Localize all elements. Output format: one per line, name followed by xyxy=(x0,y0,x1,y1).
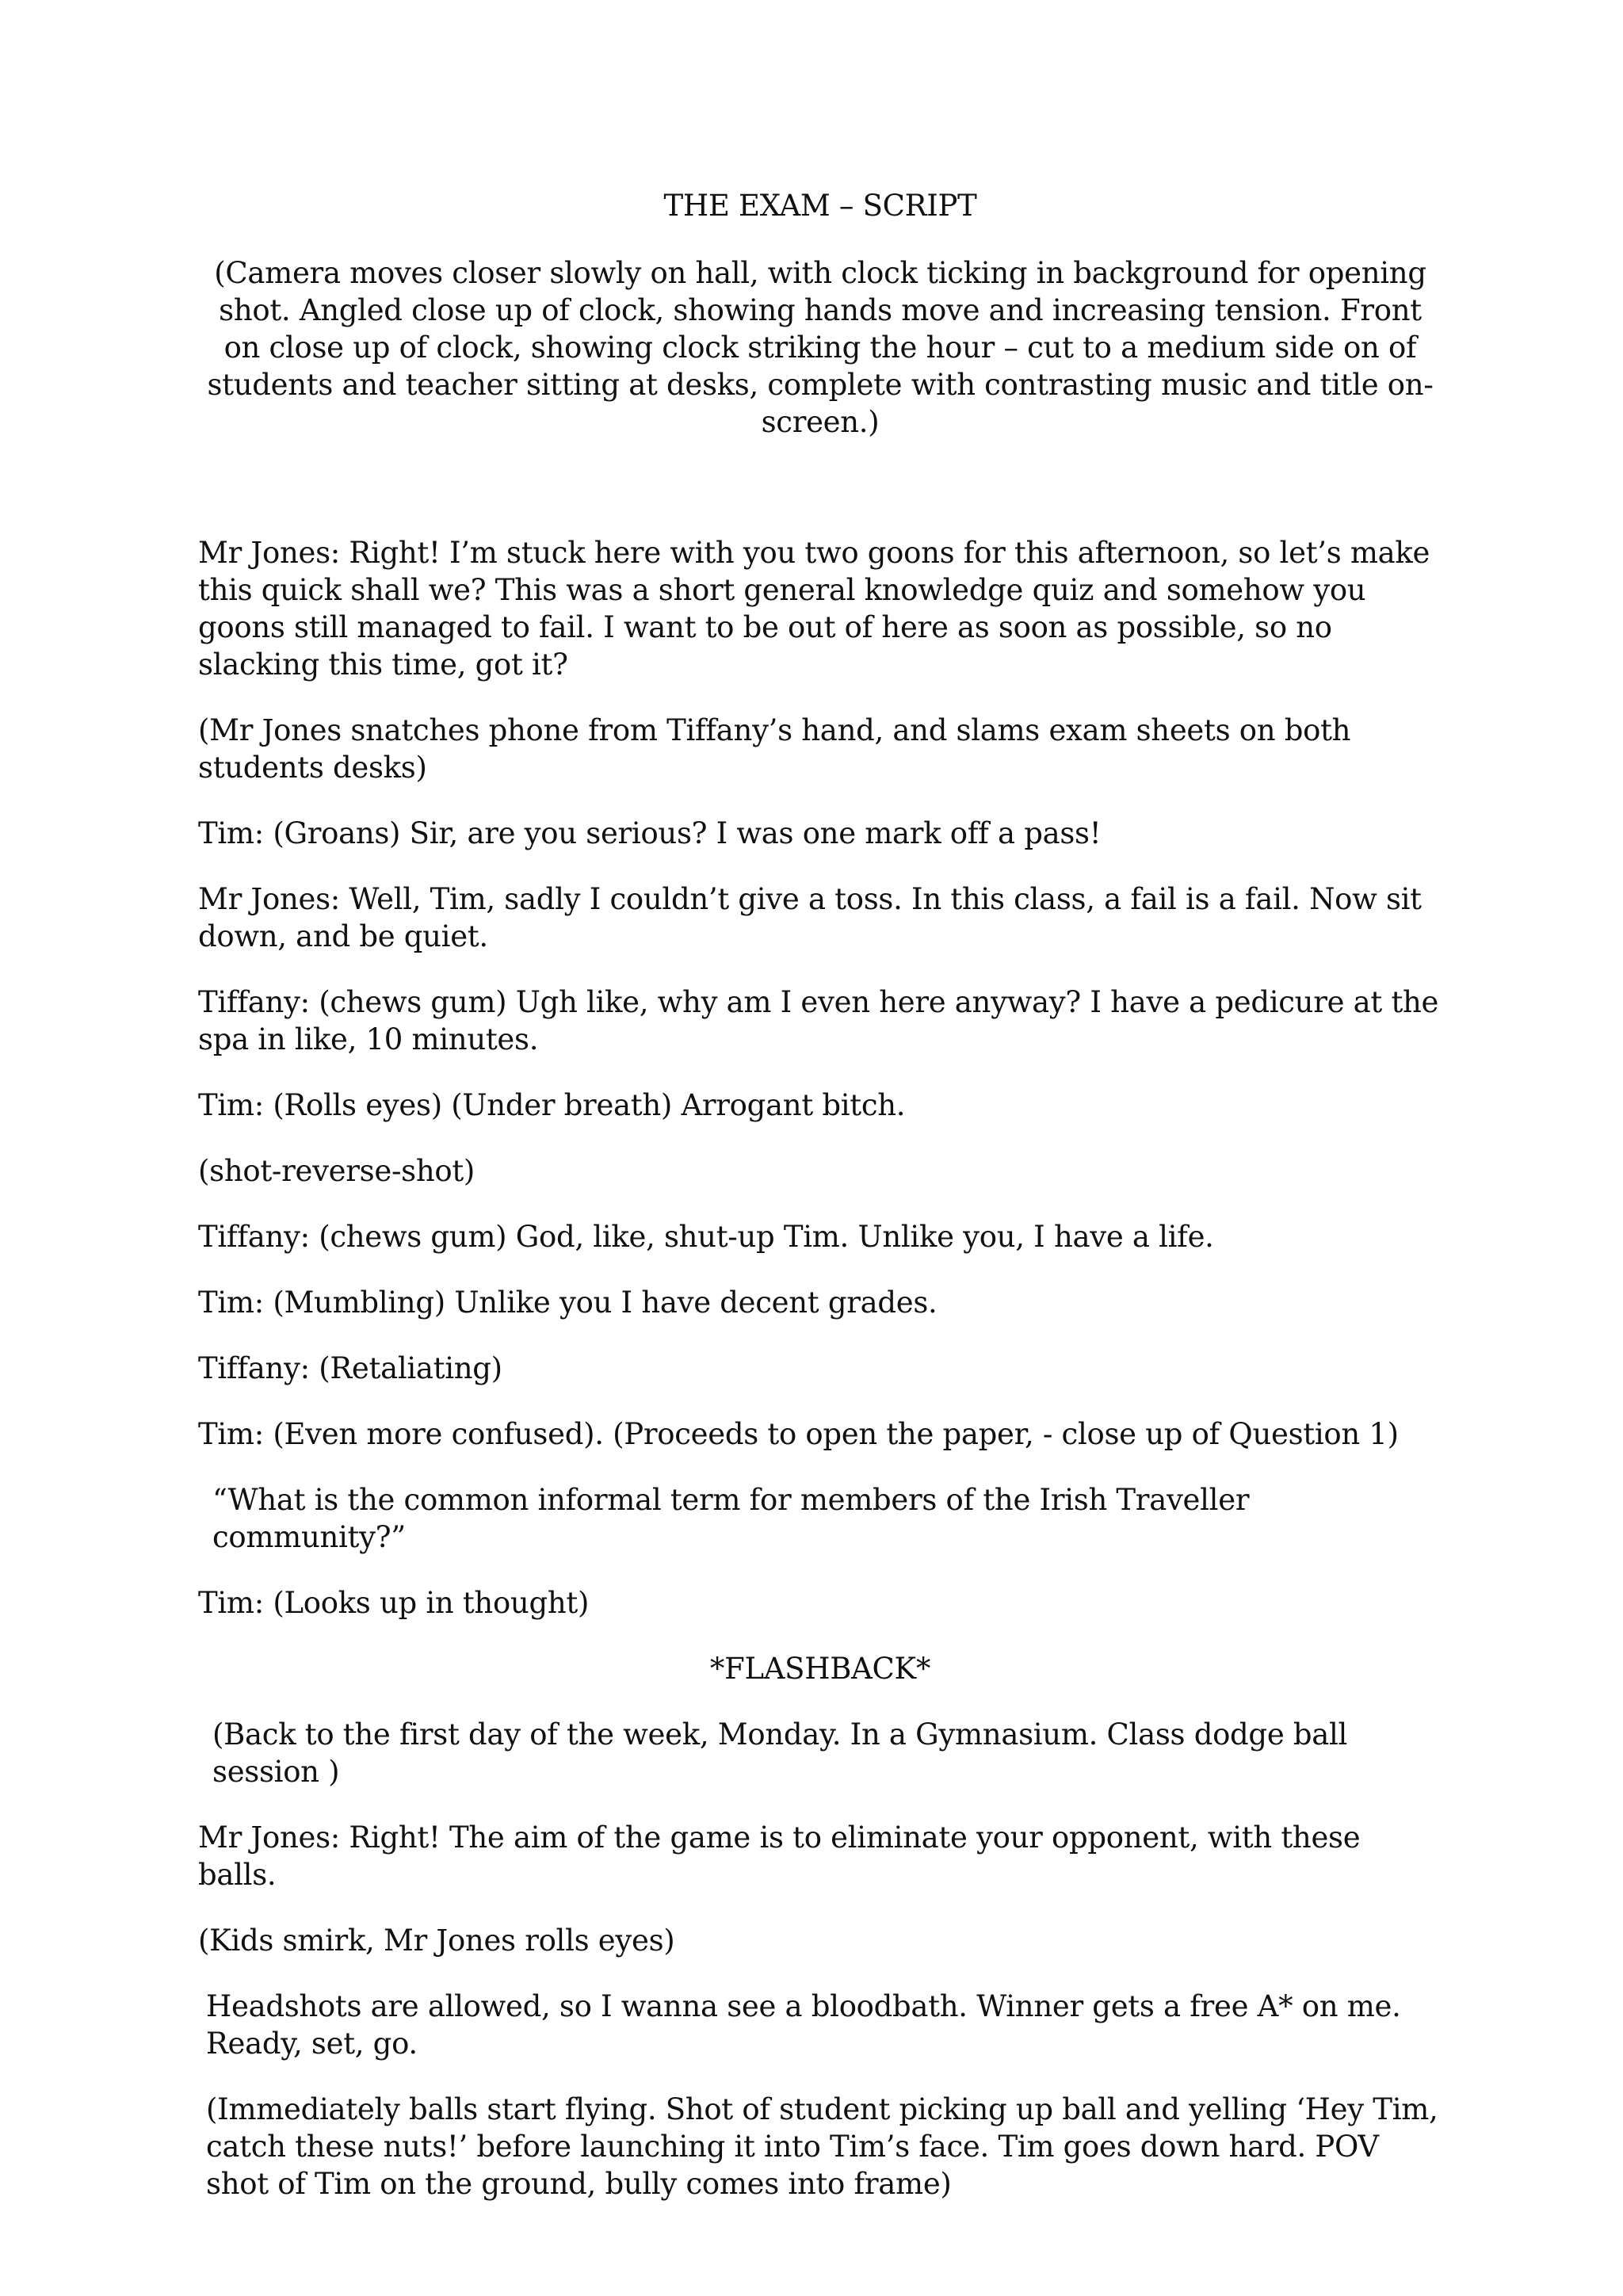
line-tim-grades: Tim: (Mumbling) Unlike you I have decent grades. xyxy=(198,1286,938,1320)
exam-question-1: “What is the common informal term for members of the Irish Traveller community?” xyxy=(212,1483,1250,1554)
direction-monday-gym: (Back to the first day of the week, Monday. In a Gymnasium. Class dodge ball session ) xyxy=(212,1717,1348,1789)
direction-balls-flying: (Immediately balls start flying. Shot of student picking up ball and yelling ‘Hey Tim, catch these nuts!’ before launching it into Tim’s face. Tim goes down hard. POV shot of Tim on the ground, bully comes into frame) xyxy=(206,2092,1438,2201)
line-tim-groans: Tim: (Groans) Sir, are you serious? I was one mark off a pass! xyxy=(198,816,1102,850)
opening-stage-direction: (Camera moves closer slowly on hall, with clock ticking in background for opening shot. Angled close up of clock, showing hands move and increasing tension. Front on close up of clock, showing clock striking the hour – cut to a medium side on of students and teacher sitting at desks, complete with contrasting music and title on-screen.) xyxy=(207,256,1434,439)
line-mr-jones-fail: Mr Jones: Well, Tim, sadly I couldn’t give a toss. In this class, a fail is a fail. Now sit down, and be quiet. xyxy=(198,882,1422,953)
line-tiffany-life: Tiffany: (chews gum) God, like, shut-up Tim. Unlike you, I have a life. xyxy=(198,1220,1214,1254)
direction-kids-smirk: (Kids smirk, Mr Jones rolls eyes) xyxy=(198,1924,675,1958)
flashback-heading: *FLASHBACK* xyxy=(709,1652,931,1686)
line-tim-thought: Tim: (Looks up in thought) xyxy=(198,1586,590,1620)
line-tim-rolls-eyes: Tim: (Rolls eyes) (Under breath) Arrogant bitch. xyxy=(198,1088,906,1122)
script-page xyxy=(198,187,1442,2231)
line-mr-jones-intro: Mr Jones: Right! I’m stuck here with you two goons for this afternoon, so let’s make this quick shall we? This was a short general knowledge quiz and somehow you goons still managed to fail. I want to be out of here as soon as possible, so no slacking this time, got it? xyxy=(198,536,1430,682)
line-mr-jones-dodgeball: Mr Jones: Right! The aim of the game is to eliminate your opponent, with these balls. xyxy=(198,1820,1361,1892)
direction-shot-reverse-shot: (shot-reverse-shot) xyxy=(198,1154,475,1188)
line-tiffany-retaliating: Tiffany: (Retaliating) xyxy=(198,1351,502,1385)
line-mr-jones-headshots: Headshots are allowed, so I wanna see a bloodbath. Winner gets a free A* on me. Ready, set, go. xyxy=(206,1989,1401,2061)
line-tim-confused: Tim: (Even more confused). (Proceeds to open the paper, - close up of Question 1) xyxy=(198,1417,1399,1451)
direction-snatches-phone: (Mr Jones snatches phone from Tiffany’s hand, and slams exam sheets on both students desks) xyxy=(198,713,1351,785)
line-tiffany-pedicure: Tiffany: (chews gum) Ugh like, why am I even here anyway? I have a pedicure at the spa in like, 10 minutes. xyxy=(198,985,1439,1056)
script-title: THE EXAM – SCRIPT xyxy=(663,189,977,223)
